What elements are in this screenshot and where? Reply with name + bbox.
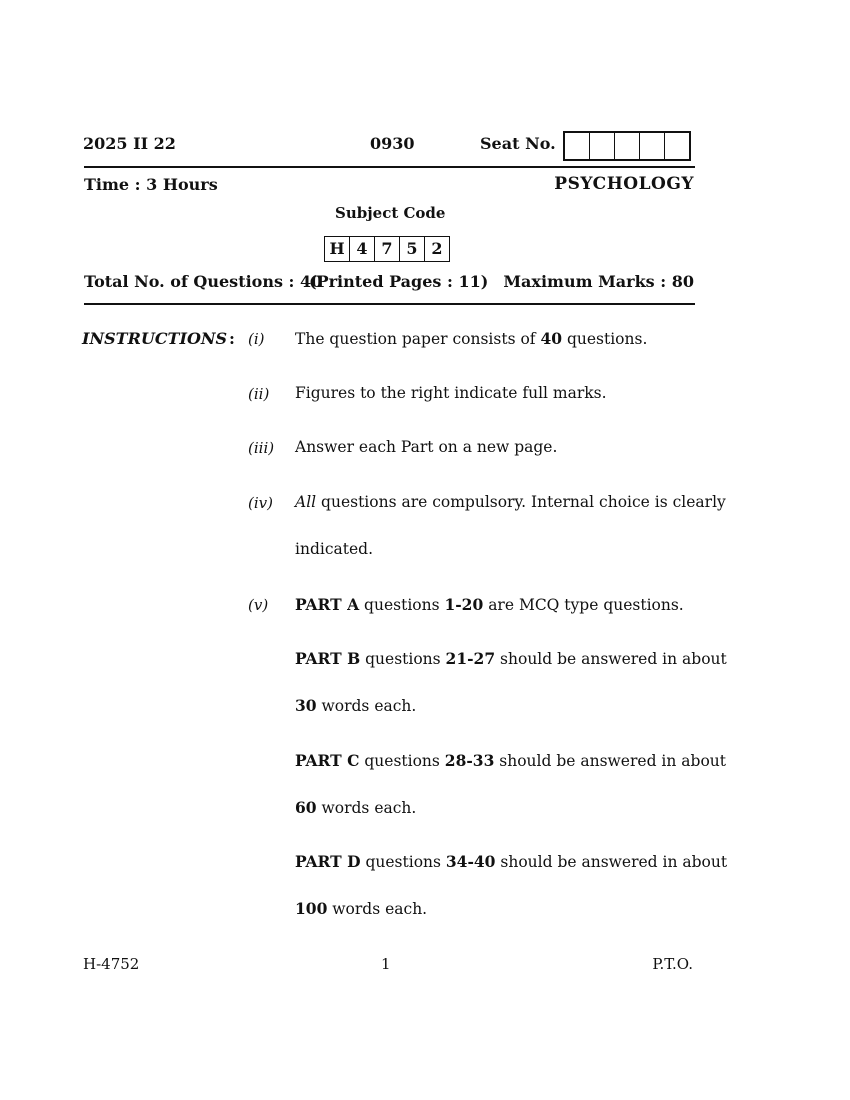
question-range: 1-20 xyxy=(444,595,484,614)
instruction-text-part: questions xyxy=(359,752,445,770)
subject-code-boxes xyxy=(324,236,450,262)
instruction-text-part: are MCQ type questions. xyxy=(483,596,684,614)
instruction-text-part: words each. xyxy=(327,900,428,918)
instruction-text-part: should be answered in about xyxy=(495,650,727,668)
part-label: PART B xyxy=(295,649,361,668)
instruction-text-part: questions xyxy=(359,596,445,614)
instruction-number: (v) xyxy=(248,596,269,614)
instruction-text-part: words each. xyxy=(316,799,417,817)
page-number: 1 xyxy=(381,955,391,973)
paper-code: 0930 xyxy=(370,134,415,153)
instruction-count: 40 xyxy=(540,329,563,348)
part-label: PART D xyxy=(295,852,361,871)
instruction-text xyxy=(295,495,726,511)
seat-box[interactable] xyxy=(590,133,615,159)
instruction-number: (i) xyxy=(248,330,265,348)
instruction-emphasis: All xyxy=(295,493,317,511)
subject-code-char: 5 xyxy=(400,237,425,261)
instruction-text-part: questions. xyxy=(562,330,648,348)
seat-no-label: Seat No. xyxy=(480,134,556,153)
instruction-text-part: should be answered in about xyxy=(495,853,728,871)
word-count: 100 xyxy=(295,899,328,918)
part-c-instruction xyxy=(295,753,726,770)
seat-number-boxes[interactable] xyxy=(563,131,691,161)
part-d-instruction xyxy=(295,854,727,871)
footer-paper-code: H-4752 xyxy=(83,955,140,973)
header-divider-bottom xyxy=(84,303,695,305)
part-d-word-limit xyxy=(295,901,427,918)
subject-code-label: Subject Code xyxy=(335,204,446,222)
please-turn-over: P.T.O. xyxy=(652,955,693,973)
subject-code-char: 2 xyxy=(431,239,443,258)
instruction-text xyxy=(295,331,647,348)
instructions-colon: : xyxy=(229,329,235,348)
part-label: PART C xyxy=(295,751,360,770)
instruction-text: Answer each Part on a new page. xyxy=(295,438,558,456)
subject-title: PSYCHOLOGY xyxy=(554,174,694,194)
seat-box[interactable] xyxy=(640,133,665,159)
part-c-word-limit xyxy=(295,800,416,817)
subject-code-char: 7 xyxy=(375,237,400,261)
instruction-text-part: words each. xyxy=(316,697,417,715)
subject-code-char: H xyxy=(325,237,350,261)
word-count: 60 xyxy=(295,798,317,817)
instruction-text-part: questions xyxy=(360,853,446,871)
word-count: 30 xyxy=(295,696,317,715)
header-divider-top xyxy=(84,166,695,168)
instruction-text: Figures to the right indicate full marks. xyxy=(295,384,607,402)
instruction-number: (iv) xyxy=(248,494,273,512)
part-label: PART A xyxy=(295,595,360,614)
instruction-number: (ii) xyxy=(248,385,270,403)
total-questions: Total No. of Questions : 40 xyxy=(84,272,323,291)
instruction-text-part: questions xyxy=(360,650,446,668)
instruction-text xyxy=(295,597,684,614)
part-b-instruction xyxy=(295,651,727,668)
instruction-text-part: The question paper consists of xyxy=(295,330,541,348)
exam-session: 2025 II 22 xyxy=(83,134,176,153)
part-b-word-limit xyxy=(295,698,416,715)
question-range: 21-27 xyxy=(445,649,496,668)
printed-pages: (Printed Pages : 11) xyxy=(309,272,489,291)
question-range: 34-40 xyxy=(445,852,496,871)
seat-box[interactable] xyxy=(615,133,640,159)
instruction-text-continued: indicated. xyxy=(295,540,373,558)
instruction-text-part: questions are compulsory. Internal choice is clearly xyxy=(316,493,726,511)
seat-box[interactable] xyxy=(665,133,689,159)
question-range: 28-33 xyxy=(444,751,495,770)
seat-box[interactable] xyxy=(565,133,590,159)
instruction-text-part: should be answered in about xyxy=(494,752,726,770)
time-label: Time : 3 Hours xyxy=(84,175,218,194)
instruction-number: (iii) xyxy=(248,439,275,457)
instructions-label: INSTRUCTIONS xyxy=(82,329,228,348)
maximum-marks: Maximum Marks : 80 xyxy=(503,272,694,291)
subject-code-char: 4 xyxy=(350,237,375,261)
